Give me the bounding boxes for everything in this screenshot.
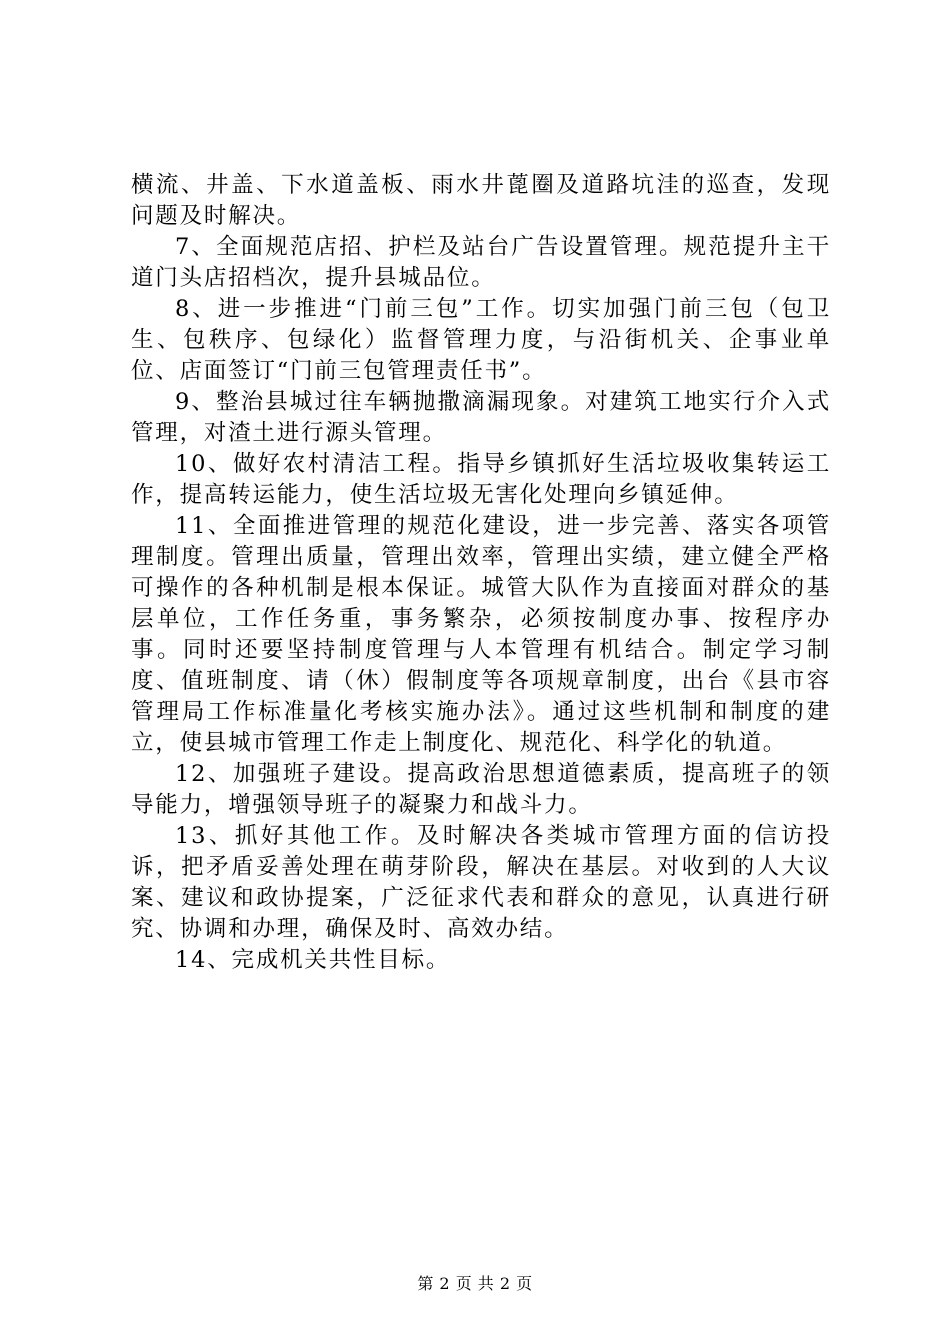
document-body: [131, 170, 831, 976]
paragraph-item-10: 10、做好农村清洁工程。指导乡镇抓好生活垃圾收集转运工作，提高转运能力，使生活垃圾无害化处理向乡镇延伸。: [131, 451, 831, 508]
paragraph-item-11: 11、全面推进管理的规范化建设，进一步完善、落实各项管理制度。管理出质量，管理出效率，管理出实绩，建立健全严格可操作的各种机制是根本保证。城管大队作为直接面对群众的基层单位，工作任务重，事务繁杂，必须按制度办事、按程序办事。同时还要坚持制度管理与人本管理有机结合。制定学习制度、值班制度、请（休）假制度等各项规章制度，出台《县市容管理局工作标准量化考核实施办法》。通过这些机制和制度的建立，使县城市管理工作走上制度化、规范化、科学化的轨道。: [131, 513, 831, 756]
paragraph-item-7: 7、全面规范店招、护栏及站台广告设置管理。规范提升主干道门头店招档次，提升县城品位。: [131, 234, 831, 291]
page-footer: 第 2 页 共 2 页: [417, 1274, 533, 1293]
paragraph-item-9: 9、整治县城过往车辆抛撒滴漏现象。对建筑工地实行介入式管理，对渣土进行源头管理。: [131, 389, 831, 446]
paragraph-item-14: 14、完成机关共性目标。: [175, 947, 451, 973]
paragraph-item-8: 8、进一步推进“门前三包”工作。切实加强门前三包（包卫生、包秩序、包绿化）监督管理力度，与沿街机关、企事业单位、店面签订“门前三包管理责任书”。: [131, 296, 831, 384]
paragraph-item-13: 13、抓好其他工作。及时解决各类城市管理方面的信访投诉，把矛盾妥善处理在萌芽阶段，解决在基层。对收到的人大议案、建议和政协提案，广泛征求代表和群众的意见，认真进行研究、协调和办理，确保及时、高效办结。: [131, 823, 831, 942]
paragraph-item-12: 12、加强班子建设。提高政治思想道德素质，提高班子的领导能力，增强领导班子的凝聚力和战斗力。: [131, 761, 831, 818]
paragraph-continuation: 横流、井盖、下水道盖板、雨水井蓖圈及道路坑洼的巡查，发现问题及时解决。: [131, 172, 831, 229]
